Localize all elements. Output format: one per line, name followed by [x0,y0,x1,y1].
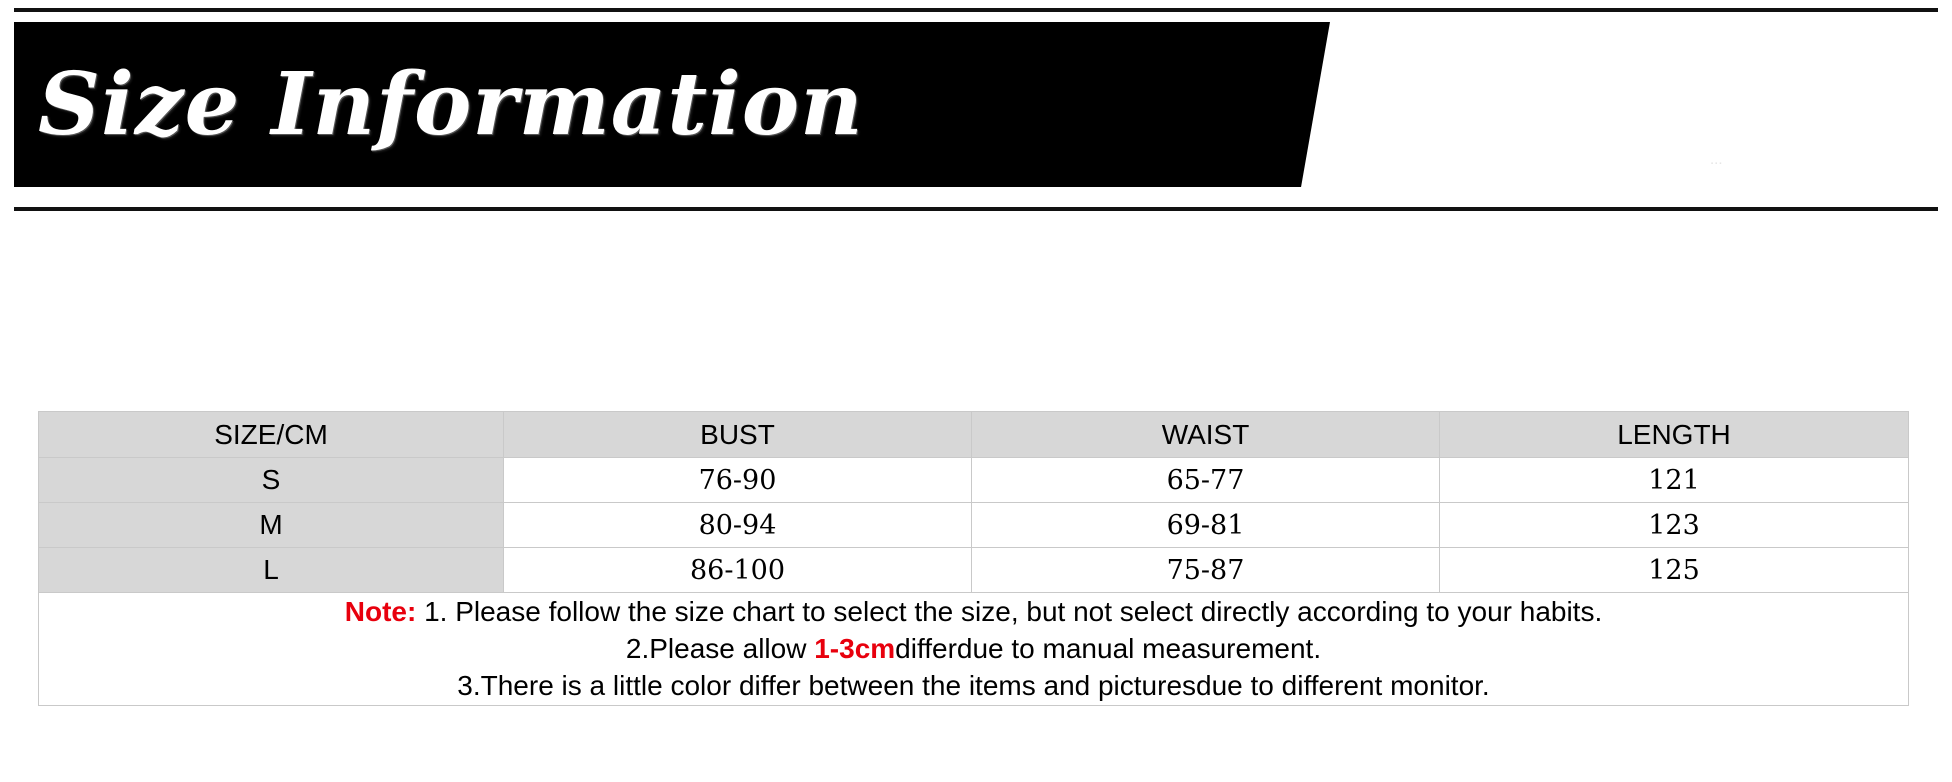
cell-bust: 76-90 [504,458,972,503]
cell-length: 123 [1440,503,1909,548]
cell-waist: 65-77 [972,458,1440,503]
note-line-2 [39,630,1908,667]
header-length: LENGTH [1440,412,1909,458]
cell-size: L [39,548,504,593]
table-row [39,503,1909,548]
note-line-1-text: 1. Please follow the size chart to select the size, but not select directly according to your habits. [424,596,1603,627]
cell-waist: 75-87 [972,548,1440,593]
header-size: SIZE/CM [39,412,504,458]
header-bust: BUST [504,412,972,458]
page-title: Size Information [38,54,864,155]
cell-waist: 69-81 [972,503,1440,548]
cell-size: M [39,503,504,548]
cell-size: S [39,458,504,503]
table-note-row [39,593,1909,706]
table-row [39,548,1909,593]
note-line-2-highlight: 1-3cm [814,633,896,665]
header-waist: WAIST [972,412,1440,458]
note-line-1 [39,593,1908,630]
size-note [39,593,1909,706]
top-divider [14,8,1938,12]
banner [0,0,1952,225]
note-line-3: 3.There is a little color differ between the items and picturesdue to different monitor. [457,670,1490,702]
cell-length: 125 [1440,548,1909,593]
note-line-2-suffix: differdue to manual measurement. [895,633,1322,665]
banner-faint-mark: ... [1710,151,1723,168]
note-line-2-prefix: 2.Please allow [625,633,815,665]
cell-length: 121 [1440,458,1909,503]
bottom-divider [14,207,1938,211]
cell-bust: 80-94 [504,503,972,548]
size-chart [38,411,1908,706]
size-table [38,411,1909,706]
table-row [39,458,1909,503]
table-header-row [39,412,1909,458]
note-label: Note: [344,596,417,627]
cell-bust: 86-100 [504,548,972,593]
